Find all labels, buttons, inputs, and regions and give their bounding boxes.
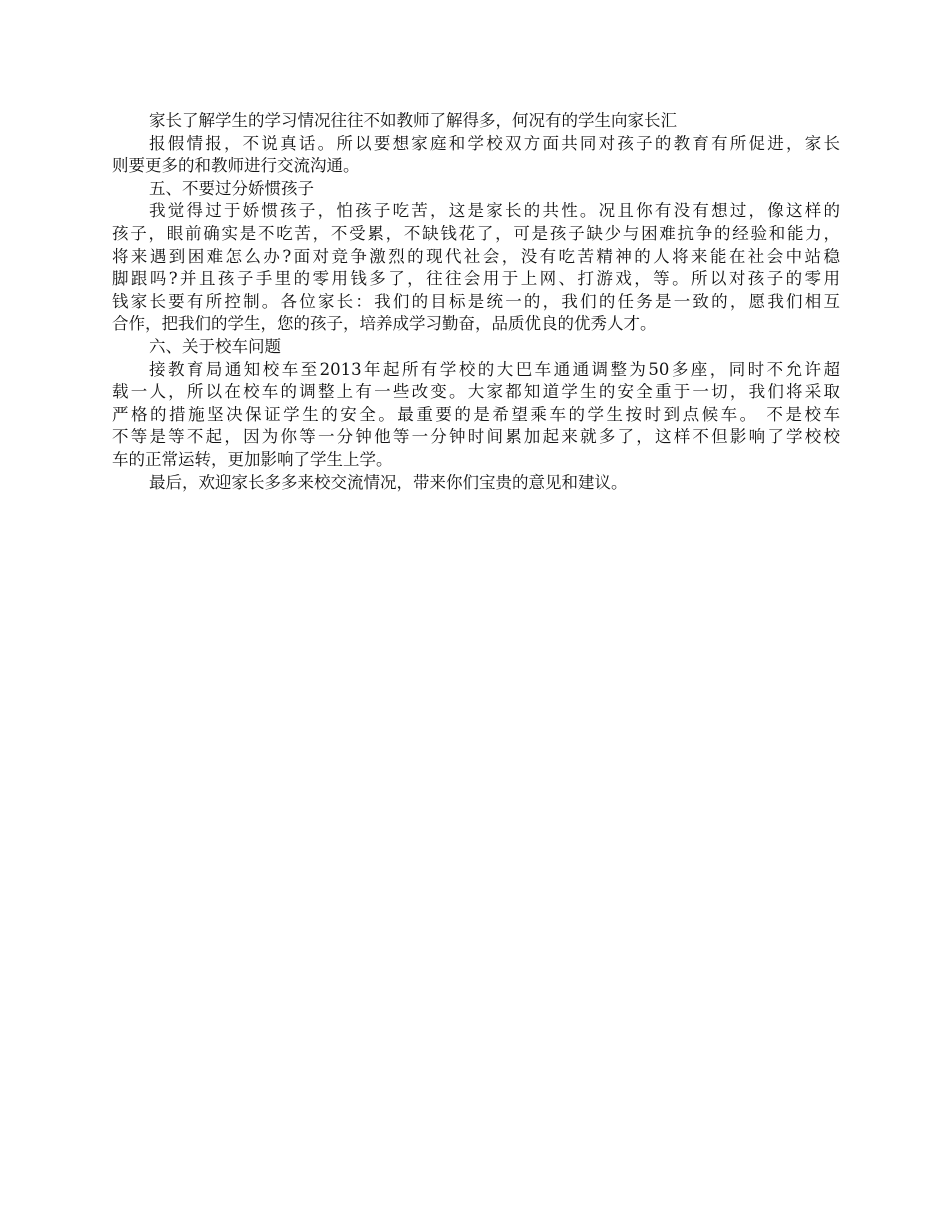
- text-line: 则要更多的和教师进行交流沟通。: [112, 156, 360, 176]
- text-line: 载一人，所以在校车的调整上有一些改变。大家都知道学生的安全重于一切，我们将采取: [112, 382, 840, 402]
- section-heading: 六、关于校车问题: [149, 336, 281, 356]
- text-line: 将来遇到困难怎么办?面对竞争激烈的现代社会，没有吃苦精神的人将来能在社会中站稳: [112, 246, 840, 266]
- text-line: 合作，把我们的学生，您的孩子，培养成学习勤奋，品质优良的优秀人才。: [112, 314, 657, 334]
- text-line: 我觉得过于娇惯孩子，怕孩子吃苦，这是家长的共性。况且你有没有想过，像这样的: [149, 201, 840, 221]
- text-line: 接教育局通知校车至2013年起所有学校的大巴车通通调整为50多座，同时不允许超: [149, 359, 840, 379]
- text-line: 孩子，眼前确实是不吃苦，不受累，不缺钱花了，可是孩子缺少与困难抗争的经验和能力，: [112, 223, 840, 243]
- text-line: 钱家长要有所控制。各位家长：我们的目标是统一的，我们的任务是一致的，愿我们相互: [112, 291, 840, 311]
- text-line: 严格的措施坚决保证学生的安全。最重要的是希望乘车的学生按时到点候车。 不是校车: [112, 404, 840, 424]
- text-line: 车的正常运转，更加影响了学生上学。: [112, 449, 393, 469]
- document-body: [112, 110, 840, 494]
- text-line: 家长了解学生的学习情况往往不如教师了解得多，何况有的学生向家长汇: [149, 111, 677, 130]
- section-heading: 五、不要过分娇惯孩子: [149, 178, 314, 198]
- text-line: 报假情报，不说真话。所以要想家庭和学校双方面共同对孩子的教育有所促进，家长: [149, 133, 840, 153]
- text-line: 不等是等不起，因为你等一分钟他等一分钟时间累加起来就多了，这样不但影响了学校校: [112, 427, 840, 447]
- text-line: 脚跟吗?并且孩子手里的零用钱多了，往往会用于上网、打游戏，等。所以对孩子的零用: [112, 269, 840, 289]
- text-line: 最后，欢迎家长多多来校交流情况，带来你们宝贵的意见和建议。: [149, 472, 628, 492]
